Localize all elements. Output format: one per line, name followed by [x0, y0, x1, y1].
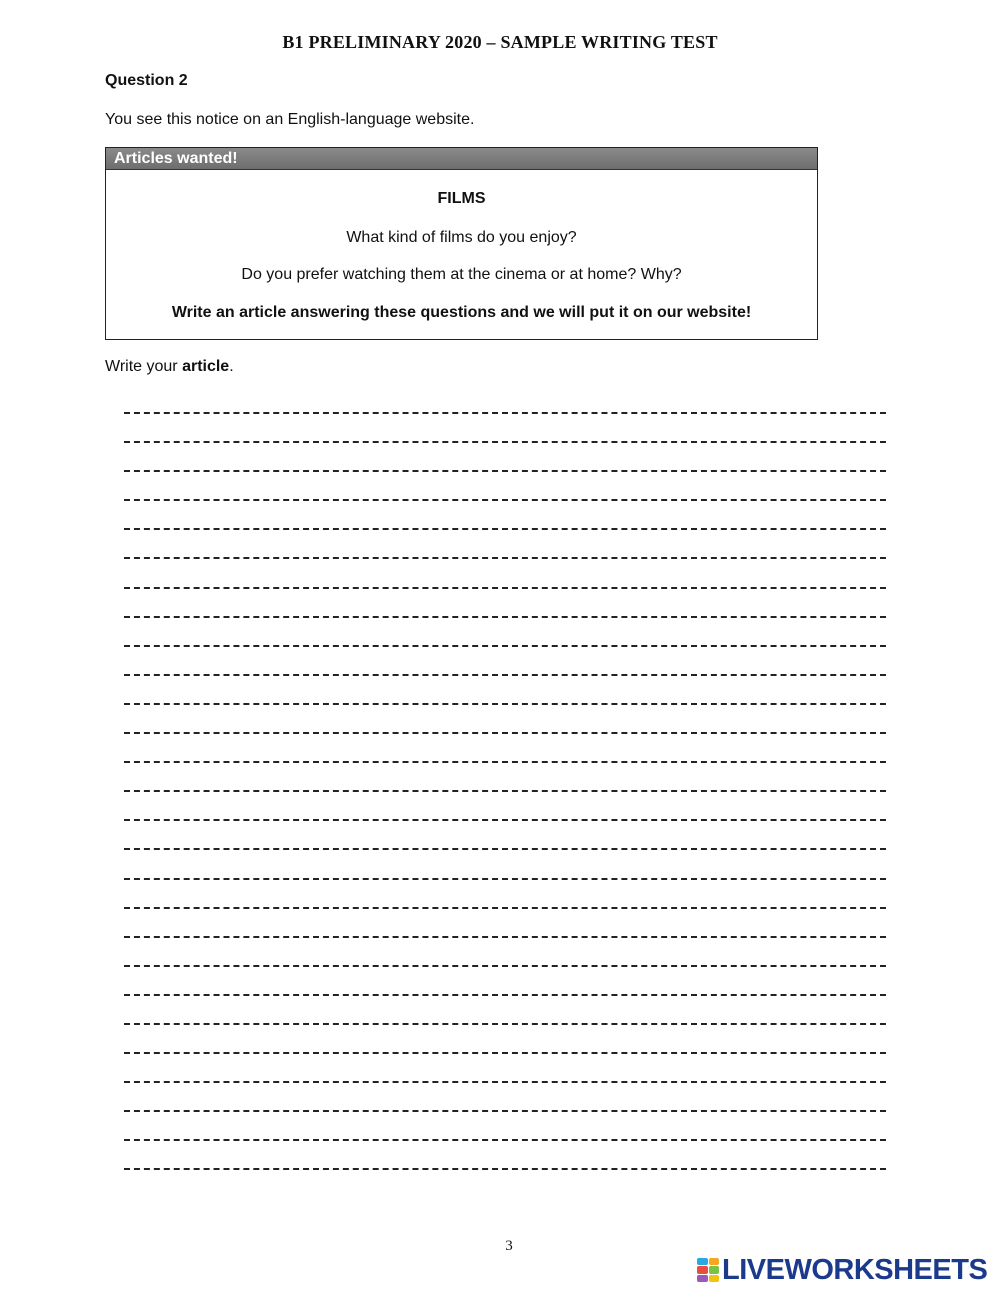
logo-text: LIVEWORKSHEETS: [722, 1253, 988, 1286]
answer-line[interactable]: [124, 587, 886, 616]
answer-line[interactable]: [124, 732, 886, 761]
answer-line[interactable]: [124, 1023, 886, 1052]
liveworksheets-logo: [697, 1253, 988, 1286]
answer-line[interactable]: [124, 645, 886, 674]
answer-line[interactable]: [124, 936, 886, 965]
logo-mark-tile: [697, 1258, 708, 1265]
answer-line[interactable]: [124, 965, 886, 994]
answer-line[interactable]: [124, 499, 886, 528]
question-heading: Question 2: [105, 72, 188, 89]
logo-mark-tile: [697, 1275, 708, 1282]
notice-question-2: Do you prefer watching them at the cinema or at home? Why?: [241, 266, 682, 283]
page-number: 3: [505, 1238, 513, 1254]
notice-box: [105, 147, 818, 340]
instruction-emphasis: article: [182, 358, 230, 375]
answer-line[interactable]: [124, 819, 886, 848]
answer-line[interactable]: [124, 790, 886, 819]
answer-line[interactable]: [124, 1139, 886, 1168]
answer-line[interactable]: [124, 1110, 886, 1139]
answer-line[interactable]: [124, 878, 886, 907]
logo-mark-tile: [709, 1266, 720, 1273]
notice-question-1: What kind of films do you enjoy?: [346, 229, 577, 246]
notice-body: [106, 190, 817, 322]
answer-lines[interactable]: [124, 412, 886, 1198]
logo-mark-tile: [709, 1275, 720, 1282]
answer-line[interactable]: [124, 907, 886, 936]
writing-instruction: [105, 358, 234, 376]
notice-heading: FILMS: [437, 190, 486, 207]
answer-line[interactable]: [124, 616, 886, 645]
answer-line[interactable]: [124, 703, 886, 732]
intro-text: You see this notice on an English-language website.: [105, 111, 475, 128]
answer-line[interactable]: [124, 1168, 886, 1197]
answer-line[interactable]: [124, 1081, 886, 1110]
answer-line[interactable]: [124, 557, 886, 586]
instruction-suffix: .: [229, 358, 234, 375]
page-title: B1 PRELIMINARY 2020 – SAMPLE WRITING TEST: [282, 32, 718, 52]
answer-line[interactable]: [124, 848, 886, 877]
logo-mark-tile: [697, 1266, 708, 1273]
answer-line[interactable]: [124, 528, 886, 557]
notice-header: Articles wanted!: [106, 148, 817, 170]
instruction-prefix: Write your: [105, 358, 183, 375]
notice-call-to-action: Write an article answering these questions and we will put it on our website!: [171, 304, 752, 321]
answer-line[interactable]: [124, 441, 886, 470]
logo-mark-icon: [697, 1258, 719, 1282]
answer-line[interactable]: [124, 1052, 886, 1081]
logo-mark-tile: [709, 1258, 720, 1265]
answer-line[interactable]: [124, 674, 886, 703]
answer-line[interactable]: [124, 761, 886, 790]
answer-line[interactable]: [124, 412, 886, 441]
answer-line[interactable]: [124, 470, 886, 499]
answer-line[interactable]: [124, 994, 886, 1023]
